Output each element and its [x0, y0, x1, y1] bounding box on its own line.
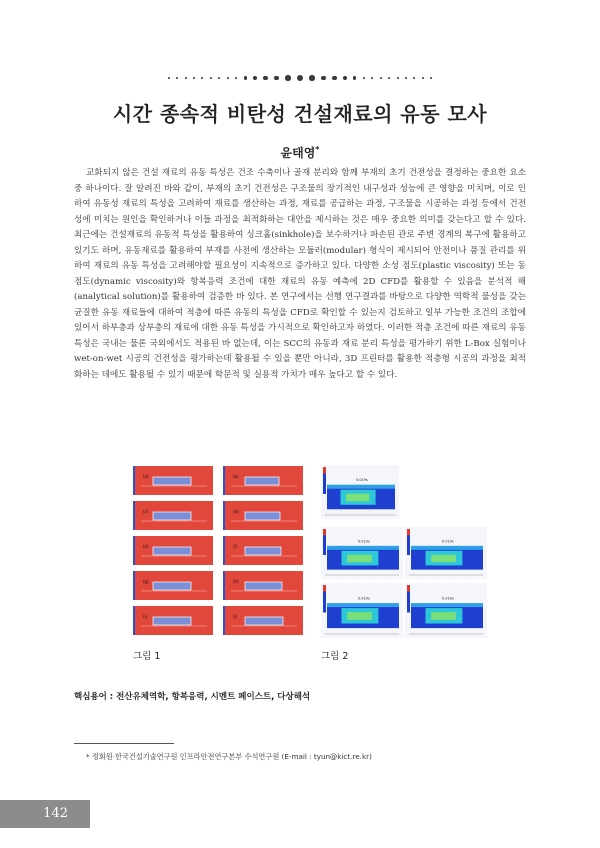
fluid-surface — [411, 603, 483, 607]
figure-1-panel — [223, 536, 303, 565]
legend-bar-top — [323, 529, 326, 535]
material-layer — [245, 617, 283, 625]
article-title: 시간 종속적 비탄성 건설재료의 유동 모사 — [112, 102, 488, 126]
decorative-dot — [263, 76, 267, 80]
fluid-surface — [327, 603, 399, 607]
flow-contour-core — [431, 612, 456, 620]
footnote: * 정회원·한국건설기술연구원 인프라안전연구본부 수석연구원 (E-mail : tyun@kict.re.kr) — [86, 752, 372, 761]
decorative-dot — [218, 77, 220, 79]
material-layer — [153, 582, 191, 590]
figure-2-panel — [321, 583, 403, 638]
figure-1-panel — [223, 466, 303, 495]
time-annotation: 0.019s — [356, 478, 368, 483]
decorative-dot — [168, 77, 170, 79]
colorbar — [133, 606, 135, 635]
legend-bar-top — [323, 585, 326, 592]
figure-2-panel — [321, 465, 399, 519]
material-layer — [153, 547, 191, 555]
figure-1-panel — [223, 501, 303, 530]
decorative-dot — [380, 77, 382, 79]
flow-contour-core — [431, 555, 456, 562]
footnote-divider — [74, 743, 174, 744]
figure-1-panel — [133, 536, 213, 565]
decorative-dot — [235, 77, 238, 80]
figure-2-caption: 그림 2 — [321, 651, 349, 662]
material-layer — [153, 512, 191, 520]
panel-label: (d) — [233, 509, 239, 514]
decorative-dot — [388, 77, 390, 79]
legend-bar-top — [407, 529, 410, 535]
time-annotation: 0.019s — [441, 539, 454, 544]
time-annotation: 0.019s — [441, 596, 454, 601]
decorative-dot — [274, 76, 279, 81]
figure-1-panel — [223, 606, 303, 635]
material-layer — [245, 547, 281, 555]
material-layer — [153, 617, 191, 625]
panel-label: (i) — [143, 614, 148, 619]
decorative-dot-divider — [168, 74, 432, 82]
material-layer — [245, 512, 280, 520]
decorative-dot — [285, 75, 290, 80]
decorative-dot — [309, 75, 314, 80]
colorbar — [223, 466, 225, 495]
figure-2-cfd-contours — [321, 465, 487, 638]
flow-contour-core — [346, 494, 369, 502]
figure-1-panel — [133, 501, 213, 530]
decorative-dot — [210, 77, 212, 79]
figure-2-panel — [405, 527, 487, 579]
author-mark: * — [315, 145, 320, 154]
decorative-dot — [422, 77, 424, 79]
figure-1-panel — [133, 466, 213, 495]
decorative-dot — [201, 77, 203, 79]
body-paragraph: 교화되지 않은 건설 재료의 유동 특성은 건조 수축이나 골재 분리와 함께 부재의 초기 건전성을 결정하는 중요한 요소 중 하나이다. 잘 알려진 바와 같이, 부재의 초기 건전성은 구조물의 장기적인 내구성과 성능에 큰 영향을 미치며, 이로 인하여 유동성 재료의 특성을 고려하여 재료를 생산하는 과정, 재료를 공급하는 과정, 구조물을 시공하는 과정 등에서 건전성에 미치는 원인을 확인하거나 이들 과정을 최적화하는 대안을 제시하는 것은 매우 중요한 의미를 갖는다고 할 수 있다. 최근에는 건설재료의 유동적 특성을 활용하여 싱크홀(sinkhole)을 보수하거나 파손된 관로 주변 경계의 복구에 활용하고 있기도 하며, 유동재료를 활용하여 부재를 사전에 생산하는 모듈러(modular) 형식이 제시되어 안전이나 품질 관리를 위하여 재료의 유동 특성을 고려해야할 필요성이 지속적으로 증가하고 있다. 다양한 소성 점도(plastic viscosity) 또는 동점도(dynamic viscosity)와 항복응력 조건에 대한 재료의 유동 예측에 2D CFD를 활용할 수 있음을 분석적 해(analytical solution)를 활용하여 검증한 바 있다. 본 연구에서는 선행 연구결과를 바탕으로 다양한 역학적 물성을 갖는 균질한 유동 재료들에 대하여 적층에 따른 유동의 특성을 CFD로 확인할 수 있는지 검토하고 일부 가능한 조건의 조합에 있어서 하부층과 상부층의 재료에 대한 유동 특성을 가시적으로 확인하고자 하였다. 이러한 적층 조건에 따른 재료의 유동 특성은 국내는 물론 국외에서도 적용된 바 없는데, 이는 SCC의 유동과 재료 분리 특성을 평가하기 위한 L-Box 실험이나 wet-on-wet 시공의 건전성을 평가하는데 활용될 수 있을 뿐만 아니라, 3D 프린터를 활용한 적층형 시공의 과정을 최적화하는 데에도 활용될 수 있기 때문에 학문적 및 실용적 가치가 매우 높다고 할 수 있다. — [74, 168, 526, 380]
panel-label: (f) — [233, 544, 238, 549]
decorative-dot — [185, 77, 187, 79]
decorative-dot — [343, 76, 347, 80]
decorative-dot — [397, 77, 399, 79]
decorative-dot — [321, 76, 326, 81]
decorative-dot — [332, 76, 336, 80]
decorative-dot — [371, 77, 373, 79]
panel-label: (g) — [143, 579, 149, 584]
decorative-dot — [227, 77, 229, 79]
decorative-dot — [193, 77, 195, 79]
flow-contour-core — [347, 612, 372, 620]
colorbar — [223, 606, 225, 635]
decorative-dot — [176, 77, 178, 79]
material-layer — [153, 477, 191, 485]
legend-bar-top — [323, 467, 326, 473]
time-annotation: 0.019s — [357, 596, 370, 601]
figure-1-panel — [223, 571, 303, 600]
figure-1-panel — [133, 571, 213, 600]
colorbar — [133, 501, 135, 530]
colorbar — [223, 571, 225, 600]
panel-label: (h) — [233, 579, 239, 584]
colorbar — [223, 536, 225, 565]
colorbar — [133, 571, 135, 600]
panel-label: (e) — [143, 544, 149, 549]
fluid-surface — [327, 546, 399, 550]
decorative-dot — [413, 77, 415, 79]
figure-2-panel — [405, 583, 487, 638]
legend-bar-top — [407, 585, 410, 592]
decorative-dot — [297, 75, 303, 81]
author-name: 윤태영 — [280, 146, 316, 160]
colorbar — [133, 466, 135, 495]
fluid-surface — [327, 485, 395, 489]
decorative-dot — [353, 76, 356, 79]
figure-1-simulation-grid — [133, 465, 303, 638]
colorbar — [223, 501, 225, 530]
keywords: 핵심용어 : 전산유체역학, 항복응력, 시멘트 페이스트, 다상해석 — [74, 692, 311, 702]
decorative-dot — [363, 77, 366, 80]
decorative-dot — [405, 77, 407, 79]
panel-label: (c) — [143, 509, 149, 514]
author-line — [0, 144, 600, 161]
panel-label: (a) — [143, 474, 149, 479]
decorative-dot — [253, 76, 257, 80]
figure-1-panel — [133, 606, 213, 635]
panel-label: (j) — [233, 614, 238, 619]
time-annotation: 0.019s — [357, 539, 370, 544]
decorative-dot — [430, 77, 432, 79]
fluid-surface — [411, 546, 483, 550]
material-layer — [245, 477, 279, 485]
figure-1-caption: 그림 1 — [133, 651, 161, 662]
material-layer — [245, 582, 282, 590]
page-number: 142 — [0, 800, 90, 828]
panel-label: (b) — [233, 474, 239, 479]
colorbar — [133, 536, 135, 565]
decorative-dot — [244, 76, 247, 79]
figure-2-panel — [321, 527, 403, 579]
flow-contour-core — [347, 555, 372, 562]
